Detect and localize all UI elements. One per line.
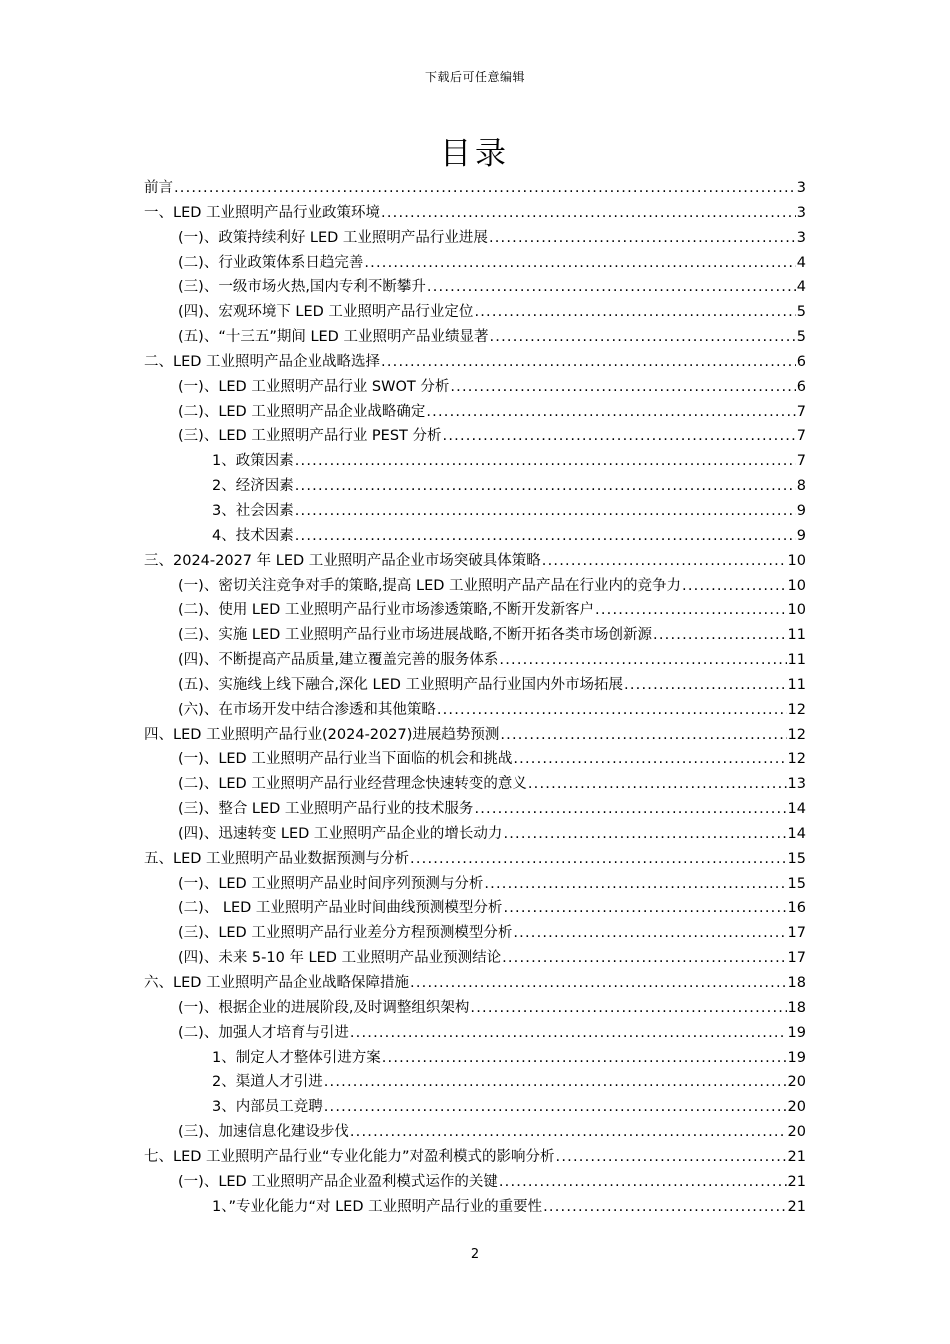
toc-entry[interactable] bbox=[144, 400, 806, 425]
toc-title: 目录 bbox=[440, 136, 510, 172]
toc-entry-page: 9 bbox=[796, 502, 806, 519]
toc-dot-leader bbox=[381, 201, 796, 226]
toc-entry[interactable] bbox=[144, 1145, 806, 1170]
toc-entry[interactable] bbox=[144, 648, 806, 673]
toc-entry[interactable] bbox=[144, 598, 806, 623]
toc-entry[interactable] bbox=[144, 921, 806, 946]
toc-dot-leader bbox=[324, 1095, 787, 1120]
toc-dot-leader bbox=[410, 971, 787, 996]
toc-entry[interactable] bbox=[144, 623, 806, 648]
toc-entry-page: 5 bbox=[796, 329, 806, 346]
toc-entry[interactable] bbox=[144, 996, 806, 1021]
toc-entry-text: 七、LED 工业照明产品行业“专业化能力”对盈利模式的影响分析 bbox=[144, 1148, 555, 1165]
toc-dot-leader bbox=[426, 400, 795, 425]
toc-entry-page: 7 bbox=[796, 428, 806, 445]
toc-entry[interactable] bbox=[144, 350, 806, 375]
toc-entry-text: 前言 bbox=[144, 180, 173, 196]
toc-entry-page: 21 bbox=[787, 1173, 806, 1190]
toc-dot-leader bbox=[474, 300, 795, 325]
toc-entry-page: 6 bbox=[796, 353, 806, 370]
toc-entry-text: 三、2024-2027 年 LED 工业照明产品企业市场突破具体策略 bbox=[144, 552, 541, 569]
page-header: 下载后可任意编辑 bbox=[424, 70, 525, 84]
toc-entry-text: (一)、政策持续利好 LED 工业照明产品行业进展 bbox=[178, 229, 488, 246]
toc-entry-page: 10 bbox=[787, 577, 806, 594]
toc-entry-page: 14 bbox=[787, 825, 806, 842]
toc-entry-page: 19 bbox=[787, 1049, 806, 1066]
toc-dot-leader bbox=[410, 847, 787, 872]
toc-entry-text: (三)、加速信息化建设步伐 bbox=[178, 1124, 349, 1141]
toc-dot-leader bbox=[427, 275, 796, 300]
toc-entry-text: 1、”专业化能力“对 LED 工业照明产品行业的重要性 bbox=[212, 1198, 543, 1215]
toc-dot-leader bbox=[556, 1145, 787, 1170]
toc-entry-text: 4、技术因素 bbox=[212, 527, 294, 544]
toc-entry-page: 20 bbox=[787, 1099, 806, 1116]
toc-dot-leader bbox=[489, 325, 795, 350]
toc-entry-page: 16 bbox=[787, 900, 806, 917]
page-number: 2 bbox=[470, 1247, 480, 1262]
toc-entry-page: 12 bbox=[787, 751, 806, 768]
toc-entry-text: (三)、实施 LED 工业照明产品行业市场进展战略,不断开拓各类市场创新源 bbox=[178, 627, 653, 644]
toc-entry-text: 四、LED 工业照明产品行业(2024-2027)进展趋势预测 bbox=[144, 726, 500, 743]
toc-dot-leader bbox=[624, 673, 787, 698]
toc-entry-text: (二)、LED 工业照明产品行业经营理念快速转变的意义 bbox=[178, 776, 527, 793]
toc-entry-text: (二)、行业政策体系日趋完善 bbox=[178, 254, 364, 271]
table-of-contents bbox=[144, 176, 806, 1219]
toc-entry[interactable] bbox=[144, 822, 806, 847]
toc-entry-text: (一)、LED 工业照明产品行业 SWOT 分析 bbox=[178, 378, 450, 395]
toc-entry-text: 3、内部员工竞聘 bbox=[212, 1099, 323, 1116]
toc-dot-leader bbox=[174, 176, 796, 201]
toc-dot-leader bbox=[364, 251, 795, 276]
toc-entry-text: 3、社会因素 bbox=[212, 502, 294, 519]
toc-entry[interactable] bbox=[144, 896, 806, 921]
toc-entry[interactable] bbox=[144, 1046, 806, 1071]
toc-entry[interactable] bbox=[144, 1021, 806, 1046]
toc-entry[interactable] bbox=[144, 747, 806, 772]
toc-entry-page: 10 bbox=[787, 552, 806, 569]
toc-entry-page: 20 bbox=[787, 1074, 806, 1091]
toc-entry[interactable] bbox=[144, 971, 806, 996]
toc-dot-leader bbox=[474, 797, 786, 822]
toc-entry[interactable] bbox=[144, 424, 806, 449]
toc-entry[interactable] bbox=[144, 275, 806, 300]
toc-entry-page: 4 bbox=[796, 254, 806, 271]
toc-dot-leader bbox=[595, 598, 787, 623]
toc-dot-leader bbox=[484, 872, 786, 897]
toc-entry-page: 21 bbox=[787, 1198, 806, 1215]
toc-entry[interactable] bbox=[144, 872, 806, 897]
toc-dot-leader bbox=[295, 524, 796, 549]
toc-entry[interactable] bbox=[144, 574, 806, 599]
toc-dot-leader bbox=[295, 499, 796, 524]
toc-entry-page: 12 bbox=[787, 726, 806, 743]
toc-entry[interactable] bbox=[144, 797, 806, 822]
toc-entry-text: (二)、 LED 工业照明产品业时间曲线预测模型分析 bbox=[178, 900, 503, 917]
toc-entry-text: (三)、一级市场火热,国内专利不断攀升 bbox=[178, 279, 426, 296]
toc-entry-text: 六、LED 工业照明产品企业战略保障措施 bbox=[144, 975, 410, 991]
toc-entry-text: 五、LED 工业照明产品业数据预测与分析 bbox=[144, 850, 410, 867]
toc-dot-leader bbox=[381, 350, 796, 375]
toc-entry-text: 2、经济因素 bbox=[212, 478, 294, 495]
toc-entry-text: 二、LED 工业照明产品企业战略选择 bbox=[144, 353, 381, 370]
toc-dot-leader bbox=[350, 1120, 787, 1145]
toc-entry[interactable] bbox=[144, 375, 806, 400]
toc-entry-text: 1、制定人才整体引进方案 bbox=[212, 1049, 381, 1066]
toc-entry-text: (五)、实施线上线下融合,深化 LED 工业照明产品行业国内外市场拓展 bbox=[178, 676, 624, 693]
toc-entry-text: (一)、LED 工业照明产品业时间序列预测与分析 bbox=[178, 875, 484, 892]
toc-entry-page: 15 bbox=[787, 850, 806, 867]
toc-dot-leader bbox=[489, 226, 796, 251]
toc-entry-page: 11 bbox=[787, 652, 806, 669]
toc-dot-leader bbox=[682, 574, 787, 599]
toc-dot-leader bbox=[503, 896, 786, 921]
toc-dot-leader bbox=[503, 822, 786, 847]
toc-entry-text: (四)、未来 5-10 年 LED 工业照明产品业预测结论 bbox=[178, 950, 502, 967]
toc-entry-page: 5 bbox=[796, 304, 806, 321]
toc-entry-text: (四)、迅速转变 LED 工业照明产品企业的增长动力 bbox=[178, 825, 503, 842]
toc-dot-leader bbox=[470, 996, 786, 1021]
toc-dot-leader bbox=[437, 698, 787, 723]
toc-entry-text: (六)、在市场开发中结合渗透和其他策略 bbox=[178, 701, 436, 718]
toc-entry-page: 20 bbox=[787, 1124, 806, 1141]
toc-entry-page: 18 bbox=[787, 999, 806, 1016]
toc-entry[interactable] bbox=[144, 1070, 806, 1095]
toc-entry[interactable] bbox=[144, 226, 806, 251]
toc-entry-page: 15 bbox=[787, 875, 806, 892]
toc-dot-leader bbox=[295, 449, 796, 474]
toc-dot-leader bbox=[324, 1070, 787, 1095]
toc-entry-page: 11 bbox=[787, 676, 806, 693]
toc-entry-text: (一)、LED 工业照明产品行业当下面临的机会和挑战 bbox=[178, 751, 513, 768]
toc-entry-text: (二)、LED 工业照明产品企业战略确定 bbox=[178, 403, 426, 420]
toc-entry-page: 7 bbox=[796, 453, 806, 470]
toc-entry-text: (四)、宏观环境下 LED 工业照明产品行业定位 bbox=[178, 304, 474, 321]
toc-dot-leader bbox=[450, 375, 795, 400]
toc-dot-leader bbox=[382, 1046, 787, 1071]
toc-dot-leader bbox=[350, 1021, 787, 1046]
toc-entry-page: 3 bbox=[796, 204, 806, 221]
toc-entry-page: 18 bbox=[787, 975, 806, 991]
toc-entry-page: 7 bbox=[796, 403, 806, 420]
toc-entry[interactable] bbox=[144, 673, 806, 698]
toc-entry-page: 8 bbox=[796, 478, 806, 495]
toc-entry-page: 9 bbox=[796, 527, 806, 544]
toc-entry[interactable] bbox=[144, 201, 806, 226]
toc-dot-leader bbox=[295, 474, 796, 499]
toc-dot-leader bbox=[500, 723, 786, 748]
toc-entry[interactable] bbox=[144, 474, 806, 499]
toc-entry-page: 10 bbox=[787, 602, 806, 619]
toc-entry[interactable] bbox=[144, 1120, 806, 1145]
toc-entry[interactable] bbox=[144, 772, 806, 797]
toc-entry-text: (五)、“十三五”期间 LED 工业照明产品业绩显著 bbox=[178, 329, 489, 346]
toc-entry-page: 3 bbox=[796, 180, 806, 196]
toc-dot-leader bbox=[542, 549, 787, 574]
toc-entry-text: (一)、LED 工业照明产品企业盈利模式运作的关键 bbox=[178, 1173, 498, 1190]
toc-entry-page: 17 bbox=[787, 950, 806, 967]
toc-entry[interactable] bbox=[144, 946, 806, 971]
toc-entry[interactable] bbox=[144, 698, 806, 723]
toc-entry[interactable] bbox=[144, 524, 806, 549]
toc-entry[interactable] bbox=[144, 176, 806, 201]
toc-entry-page: 13 bbox=[787, 776, 806, 793]
toc-entry-page: 12 bbox=[787, 701, 806, 718]
toc-entry[interactable] bbox=[144, 499, 806, 524]
toc-entry[interactable] bbox=[144, 723, 806, 748]
toc-dot-leader bbox=[513, 747, 786, 772]
toc-entry-page: 21 bbox=[787, 1148, 806, 1165]
toc-entry-text: 1、政策因素 bbox=[212, 453, 294, 470]
toc-entry-text: (二)、加强人才培育与引进 bbox=[178, 1024, 349, 1041]
toc-entry-page: 3 bbox=[796, 229, 806, 246]
toc-entry-page: 11 bbox=[787, 627, 806, 644]
toc-dot-leader bbox=[502, 946, 786, 971]
toc-entry[interactable] bbox=[144, 251, 806, 276]
toc-entry-page: 6 bbox=[796, 378, 806, 395]
toc-entry-page: 19 bbox=[787, 1024, 806, 1041]
toc-dot-leader bbox=[528, 772, 787, 797]
toc-dot-leader bbox=[499, 1170, 787, 1195]
toc-entry-page: 17 bbox=[787, 925, 806, 942]
toc-entry-page: 14 bbox=[787, 801, 806, 818]
toc-dot-leader bbox=[513, 921, 786, 946]
toc-entry-text: (三)、LED 工业照明产品行业 PEST 分析 bbox=[178, 428, 442, 445]
toc-dot-leader bbox=[443, 424, 796, 449]
toc-entry-text: 2、渠道人才引进 bbox=[212, 1074, 323, 1091]
toc-entry[interactable] bbox=[144, 847, 806, 872]
toc-dot-leader bbox=[653, 623, 787, 648]
toc-entry-text: (一)、密切关注竞争对手的策略,提高 LED 工业照明产品产品在行业内的竞争力 bbox=[178, 577, 682, 594]
toc-entry[interactable] bbox=[144, 449, 806, 474]
toc-entry[interactable] bbox=[144, 1095, 806, 1120]
toc-entry[interactable] bbox=[144, 300, 806, 325]
toc-entry[interactable] bbox=[144, 325, 806, 350]
toc-entry-text: (三)、整合 LED 工业照明产品行业的技术服务 bbox=[178, 801, 474, 818]
toc-entry[interactable] bbox=[144, 1170, 806, 1195]
toc-entry[interactable] bbox=[144, 549, 806, 574]
toc-entry-text: (三)、LED 工业照明产品行业差分方程预测模型分析 bbox=[178, 925, 513, 942]
toc-dot-leader bbox=[543, 1195, 786, 1220]
toc-entry-text: 一、LED 工业照明产品行业政策环境 bbox=[144, 204, 381, 221]
toc-entry-page: 4 bbox=[796, 279, 806, 296]
toc-dot-leader bbox=[499, 648, 786, 673]
toc-entry-text: (一)、根据企业的进展阶段,及时调整组织架构 bbox=[178, 999, 470, 1016]
toc-entry-text: (四)、不断提高产品质量,建立覆盖完善的服务体系 bbox=[178, 652, 499, 669]
toc-entry-text: (二)、使用 LED 工业照明产品行业市场渗透策略,不断开发新客户 bbox=[178, 602, 595, 619]
toc-entry[interactable] bbox=[144, 1195, 806, 1220]
